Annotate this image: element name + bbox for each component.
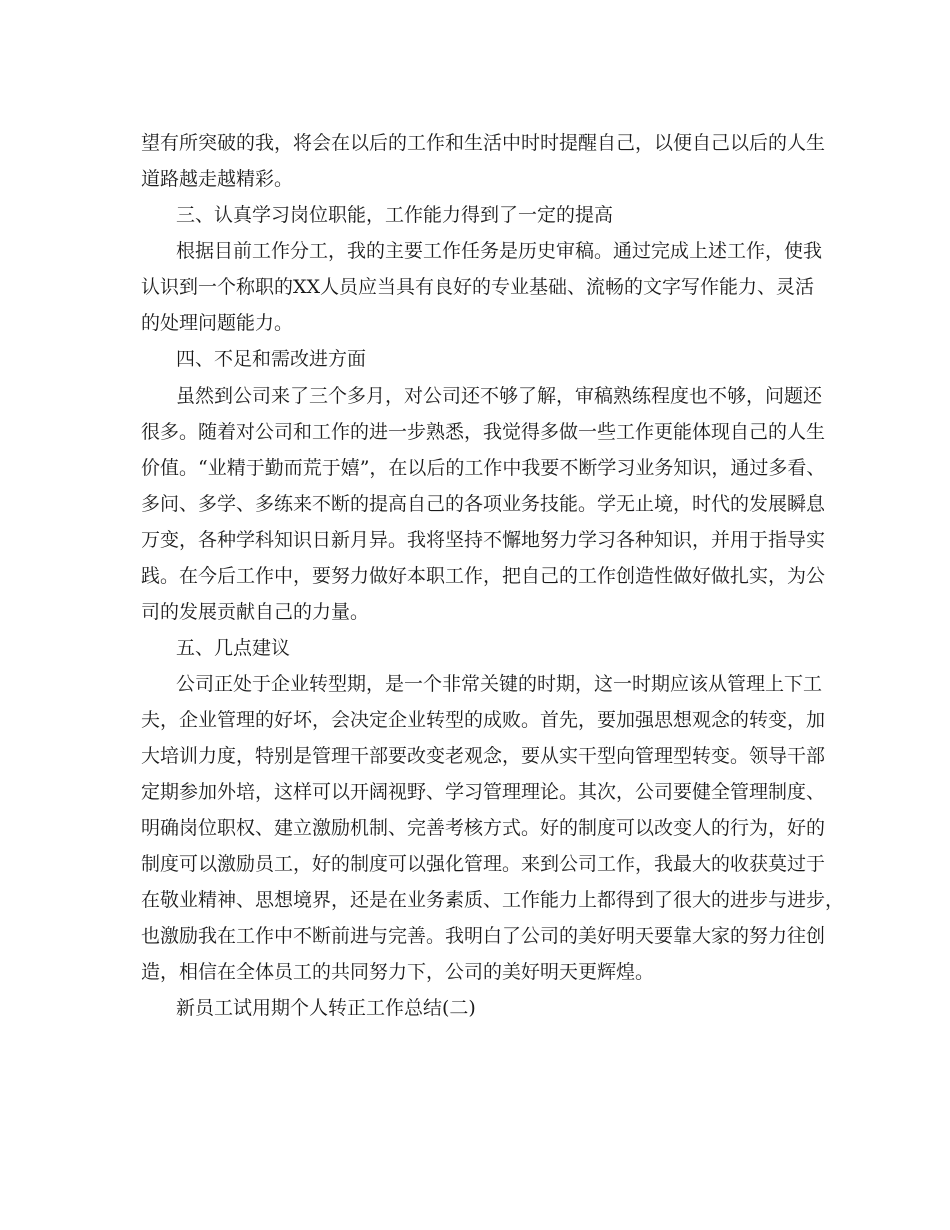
body-text-line: 万变，各种学科知识日新月异。我将坚持不懈地努力学习各种知识，并用于指导实 xyxy=(141,529,826,551)
body-text-line: 公司正处于企业转型期，是一个非常关键的时期，这一时期应该从管理上下工 xyxy=(176,673,823,695)
body-text-line: 践。在今后工作中，要努力做好本职工作，把自己的工作创造性做好做扎实，为公 xyxy=(141,565,826,587)
body-text-line: 大培训力度，特别是管理干部要改变老观念，要从实干型向管理型转变。领导干部 xyxy=(141,745,826,767)
body-text-line: 望有所突破的我，将会在以后的工作和生活中时时提醒自己，以便自己以后的人生 xyxy=(141,132,826,154)
body-text-line: 认识到一个称职的XX人员应当具有良好的专业基础、流畅的文字写作能力、灵活 xyxy=(141,276,815,298)
body-text-line: 在敬业精神、思想境界，还是在业务素质、工作能力上都得到了很大的进步与进步， xyxy=(141,889,845,911)
body-text-line: 价值。“业精于勤而荒于嬉”，在以后的工作中我要不断学习业务知识，通过多看、 xyxy=(141,457,826,479)
body-text-line: 造，相信在全体员工的共同努力下，公司的美好明天更辉煌。 xyxy=(141,961,655,983)
body-text-line: 定期参加外培，这样可以开阔视野、学习管理理论。其次，公司要健全管理制度、 xyxy=(141,781,826,803)
section-heading: 新员工试用期个人转正工作总结(二) xyxy=(176,997,476,1019)
body-text-line: 根据目前工作分工，我的主要工作任务是历史审稿。通过完成上述工作，使我 xyxy=(176,240,823,262)
body-text-line: 明确岗位职权、建立激励机制、完善考核方式。好的制度可以改变人的行为，好的 xyxy=(141,817,826,839)
body-text-line: 虽然到公司来了三个多月，对公司还不够了解，审稿熟练程度也不够，问题还 xyxy=(176,385,823,407)
body-text-line: 的处理问题能力。 xyxy=(141,312,294,334)
body-text-line: 司的发展贡献自己的力量。 xyxy=(141,601,370,623)
body-text-line: 很多。随着对公司和工作的进一步熟悉，我觉得多做一些工作更能体现自己的人生 xyxy=(141,421,826,443)
body-text-line: 夫，企业管理的好坏，会决定企业转型的成败。首先，要加强思想观念的转变，加 xyxy=(141,709,826,731)
body-text-line: 也激励我在工作中不断前进与完善。我明白了公司的美好明天要靠大家的努力往创 xyxy=(141,925,826,947)
body-text-line: 多问、多学、多练来不断的提高自己的各项业务技能。学无止境，时代的发展瞬息 xyxy=(141,493,826,515)
section-heading: 三、认真学习岗位职能，工作能力得到了一定的提高 xyxy=(176,204,614,226)
section-heading: 五、几点建议 xyxy=(176,637,291,659)
section-heading: 四、不足和需改进方面 xyxy=(176,348,367,370)
body-text-line: 制度可以激励员工，好的制度可以强化管理。来到公司工作，我最大的收获莫过于 xyxy=(141,853,826,875)
body-text-line: 道路越走越精彩。 xyxy=(141,168,294,190)
